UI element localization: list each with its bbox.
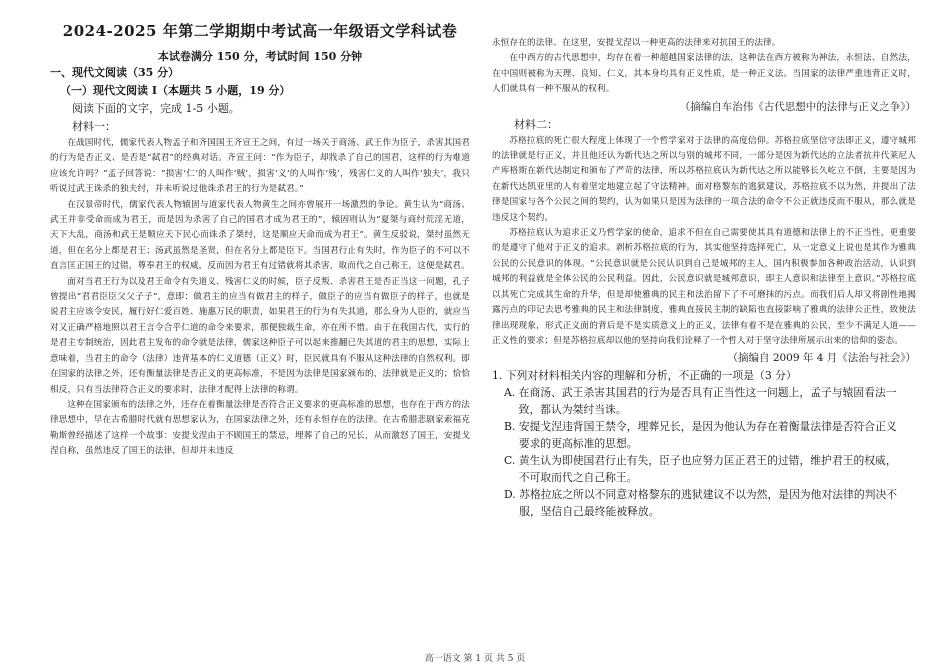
material1-paragraph: 在中西方的古代思想中，均存在着一种超越国家法律的法，这种法在西方被称为神法，永恒法、自然法，在中国则被称为天理、良知、仁义，其本身均具有正义性质，是一种正义法。当国家的法律严重违背正义时，人们就具有一种不服从的权利。	[492, 53, 916, 95]
source-citation: （摘编自车治伟《古代思想中的法律与正义之争》）	[679, 100, 916, 113]
material2-paragraph: 苏格拉底的死亡很大程度上体现了一个哲学家对于法律的高度信仰。苏格拉底坚信守法即正义，遵守城邦的法律就是行正义，并且他还认为新代达之所以与别的城邦不同，一部分是因为新代达的立法者抗并代莱尼人产库格斯在新代达制定和颁布了严苛的法律，所以苏格拉底认为新代达之所以能够长久屹立不倒，主要是因为在新代达凯亚里的人有着坚定地建立起了守法精神。面对格黎东的逃狱建议，苏格拉底不以为然，并提出了法律是国家与各个公民之间的契约，认为如果只是因为法律的一项合法的命令不公正就违反而不服从，那么就是违反这个契约。	[492, 135, 916, 223]
exam-title: 2024-2025 年第二学期期中考试高一年级语文学科试卷	[62, 22, 458, 40]
question-option	[492, 384, 916, 418]
material1-label: 材料一：	[72, 120, 116, 133]
option-letter: B.	[504, 420, 516, 434]
material1-paragraph: 在战国时代，儒家代表人物孟子和齐国国王齐宣王之间，有过一场关于商汤、武王作为臣子，杀害其国君的行为是否正义、是否是“弑君”的经典对话。齐宣王问：“作为臣子，却戕杀了自己的国君，这样的行为难道应该允许吗？”孟子回答说：“损害‘仁’的人叫作‘贼’，损害‘义’的人叫作‘残’，残害仁义的人叫作‘独夫’，我只听说过武王诛杀的独夫纣，并未听说过他诛杀君王的行为是弑君。”	[50, 138, 470, 195]
exam-subtitle: 本试卷满分 150 分，考试时间 150 分钟	[157, 50, 363, 63]
material1-paragraph: 面对当君王行为以及君王命令有失道义、残害仁义的时候，臣子反叛、杀害君王是否正当这一问题，孔子曾提出“君君臣臣父父子子”，意即：做君主的应当有做君主的样子，做臣子的应当有做臣子的样子，也就是说君主应该令安民，履行好仁爱百姓、施惠万民的职责，如果君王的行为有失其道，那么身为人臣的，就应当对又正确严格地照以君王言令合乎仁道的命令来要求，那便独裁生命，亦在所不惜。由于在我国古代，实行的是君主专制统治，因此君主发布的命令就是法律，儒家这种臣子可以起来推翻已失其道的君主的思想，实际上意味着，当君主的命令（法律）违背基本的仁义道德（正义）时，臣民就具有不服从这种法律的自然权利。即在国家的法律之外，还有衡量法律是否正义的更高标准，不是因为法律是国家颁布的，法律就是正义的；恰恰相反，只有当法律符合正义的要求时，法律才配得上法律的称谓。	[50, 276, 470, 395]
question-stem: 1. 下列对材料相关内容的理解和分析，不正确的一项是（3 分）	[492, 369, 797, 383]
question-option	[492, 418, 916, 452]
option-text: 安提戈涅违背国王禁令，埋葬兄长，是因为他认为存在着衡量法律是否符合正义要求的更高标准的思想。	[518, 420, 897, 451]
option-text: 苏格拉底之所以不同意对格黎东的逃狱建议不以为然，是因为他对法律的判决不服，坚信自己最终能被释放。	[519, 488, 898, 519]
source-citation: （摘编自 2009 年 4 月《法治与社会》）	[727, 352, 916, 365]
material2-label: 材料二：	[514, 117, 558, 131]
material1-continuation: 永恒存在的法律。在这里，安提戈涅以一种更高的法律来对抗国王的法律。	[492, 38, 781, 48]
instruction: 阅读下面的文字，完成 1-5 小题。	[72, 102, 240, 115]
option-letter: A.	[504, 386, 516, 400]
option-letter: C.	[504, 454, 516, 468]
material1-paragraph: 在汉景帝时代，儒家代表人物辕固与道家代表人物黄生之间亦曾展开一场激烈的争论。黄生认为“商汤、武王并非受命而成为君王，而是因为杀害了自己的国君才成为君王的”，辕固则认为“夏桀与商纣荒淫无道，天下大乱，商汤和武王是顺应天下民心而诛杀了桀纣，这是顺应天命而成为君王”。黄生反驳说，桀纣虽然无道，但在名分上都是君王；汤武虽然是圣贤，但在名分上都是臣下。当国君行止有失时，作为臣子的不可以不直言匡正国王的过错，尊奉君王的权威，反而因为君王有过错就将其杀害，取而代之自己称王，这便是弑君。	[50, 199, 470, 272]
section-heading: 一、现代文阅读（35 分）	[50, 66, 180, 79]
left-column	[50, 64, 470, 460]
option-text: 黄生认为即使国君行止有失，臣子也应努力匡正君王的过错，维护君王的权威，不可取而代之自己称王。	[518, 454, 897, 485]
page-footer: 高一语文 第 1 页 共 5 页	[424, 654, 526, 664]
question-option	[492, 486, 916, 520]
material1-paragraph: 这种在国家颁布的法律之外，还存在着衡量法律是否符合正义要求的更高标准的思想，也存在于西方的法律思想中，早在古希腊时代就有思想家认为，在国家法律之外，还有永恒存在的法律。在古希腊悲剧家索福克勒斯曾经描述了这样一个故事：安提戈涅由于不顾国王的禁忌，埋葬了自己的兄长，从而激怒了国王，安提戈涅自称，虽然违反了国王的法律，但却并未违反	[50, 399, 470, 457]
right-column	[492, 36, 916, 520]
sub-heading: （一）现代文阅读 I（本题共 5 小题，19 分）	[60, 84, 291, 97]
material2-paragraph: 苏格拉底认为追求正义乃哲学家的使命，追求不但在自己需要使其具有道德和法律上的不正当性，更重要的是遵守了他对于正义的追求。剥析苏格拉底的行为，其实他坚持选择死亡，从一定意义上说也是其作为雅典公民的公民意识的体现。“公民意识就是公民认识到自己是城邦的主人，国内积极参加各种政治活动，认识到城邦的利益就是全体公民的公民利益。因此，公民意识就是城邦意识，即主人意识和法律至上意识。”苏格拉底以其死亡完成其生命的升华，但是却使雅典的民主和法治留下了不可磨抹的污点。而我们后人却又将剧性地揭露污点的印记去思考雅典的民主和法律制度，雅典直接民主制的缺陷也直接影响了雅典的法律公正性，致使法律出现现象，形式正义面的背后是不是实质意义上的正义，法律有着不是在雅典的公民，至少不满足人道——正义性的要求；但是苏格拉底却以他的坚持向我们诠释了一个哲人对于坚守法律所展示出来的信仰的姿态。	[492, 228, 916, 346]
option-text: 在商汤、武王杀害其国君的行为是否具有正当性这一问题上，孟子与辕固看法一致，都认为桀纣当诛。	[518, 386, 897, 417]
option-letter: D.	[504, 488, 516, 502]
question-option	[492, 452, 916, 486]
